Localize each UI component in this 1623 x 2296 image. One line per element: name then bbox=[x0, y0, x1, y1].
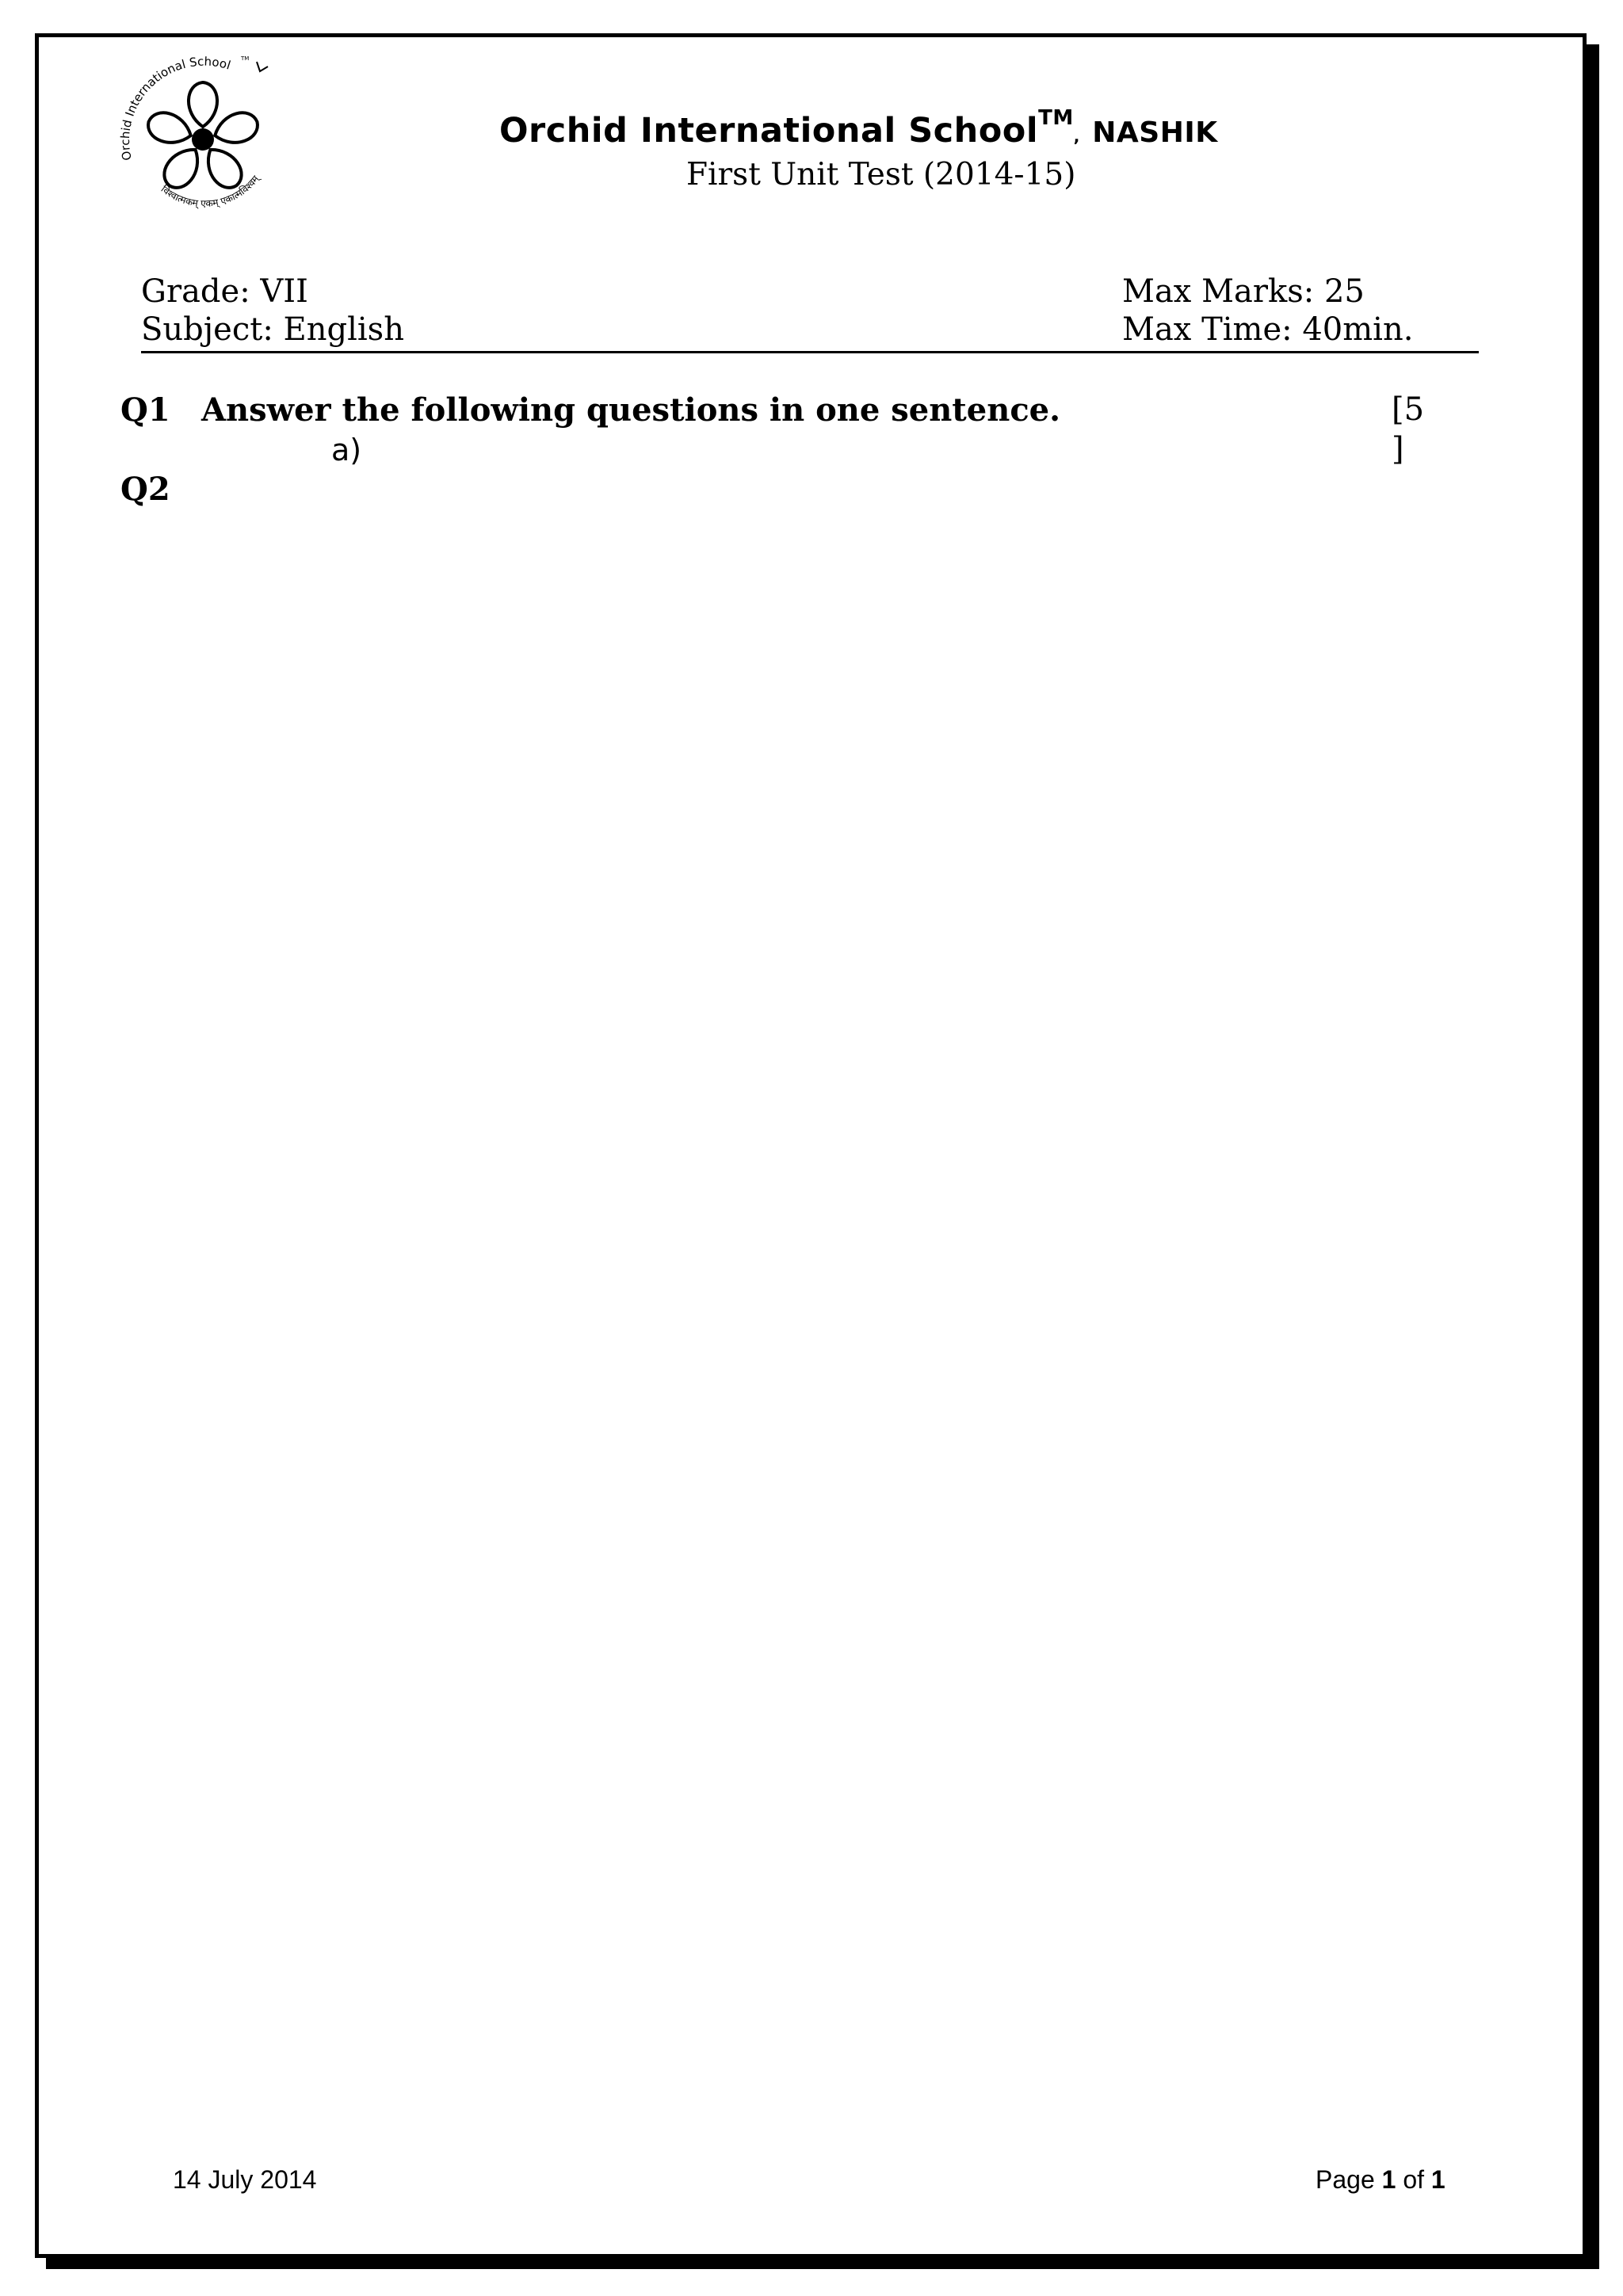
logo-ring-text: Orchid International School bbox=[117, 54, 233, 162]
max-time-label: Max Time: 40min. bbox=[1122, 311, 1414, 348]
question-number-2: Q2 bbox=[120, 471, 170, 508]
page-total: 1 bbox=[1430, 2165, 1445, 2194]
question-marks-open: [5 bbox=[1392, 391, 1425, 428]
svg-text:विश्वात्मकम् एकम् एकात्मविश्वम bbox=[159, 172, 263, 209]
logo-tm: TM bbox=[241, 55, 250, 62]
sub-question-a: a) bbox=[331, 433, 362, 467]
page-prefix: Page bbox=[1316, 2165, 1382, 2194]
school-name-heading bbox=[499, 106, 1218, 151]
school-logo bbox=[108, 46, 306, 220]
logo-motto-text: विश्वात्मकम् एकम् एकात्मविश्वम् bbox=[158, 173, 262, 210]
footer-date: 14 July 2014 bbox=[173, 2165, 317, 2194]
flower-icon bbox=[144, 82, 262, 194]
school-name: Orchid International School bbox=[499, 111, 1039, 151]
test-title: First Unit Test (2014-15) bbox=[686, 157, 1076, 193]
max-marks-label: Max Marks: 25 bbox=[1122, 273, 1365, 310]
page-frame bbox=[35, 33, 1587, 2258]
page-of: of bbox=[1396, 2165, 1431, 2194]
grade-label: Grade: VII bbox=[141, 273, 308, 310]
question-marks-close: ] bbox=[1392, 431, 1404, 467]
footer-page-number bbox=[1316, 2165, 1445, 2195]
question-number-1: Q1 bbox=[120, 391, 170, 429]
name-separator: , bbox=[1073, 127, 1080, 146]
trademark-mark: TM bbox=[1038, 106, 1074, 130]
question-text-1: Answer the following questions in one sentence. bbox=[201, 391, 1061, 429]
header-divider bbox=[141, 351, 1479, 353]
school-city: NASHIK bbox=[1092, 116, 1218, 149]
subject-label: Subject: English bbox=[141, 311, 404, 348]
page-current: 1 bbox=[1381, 2165, 1396, 2194]
